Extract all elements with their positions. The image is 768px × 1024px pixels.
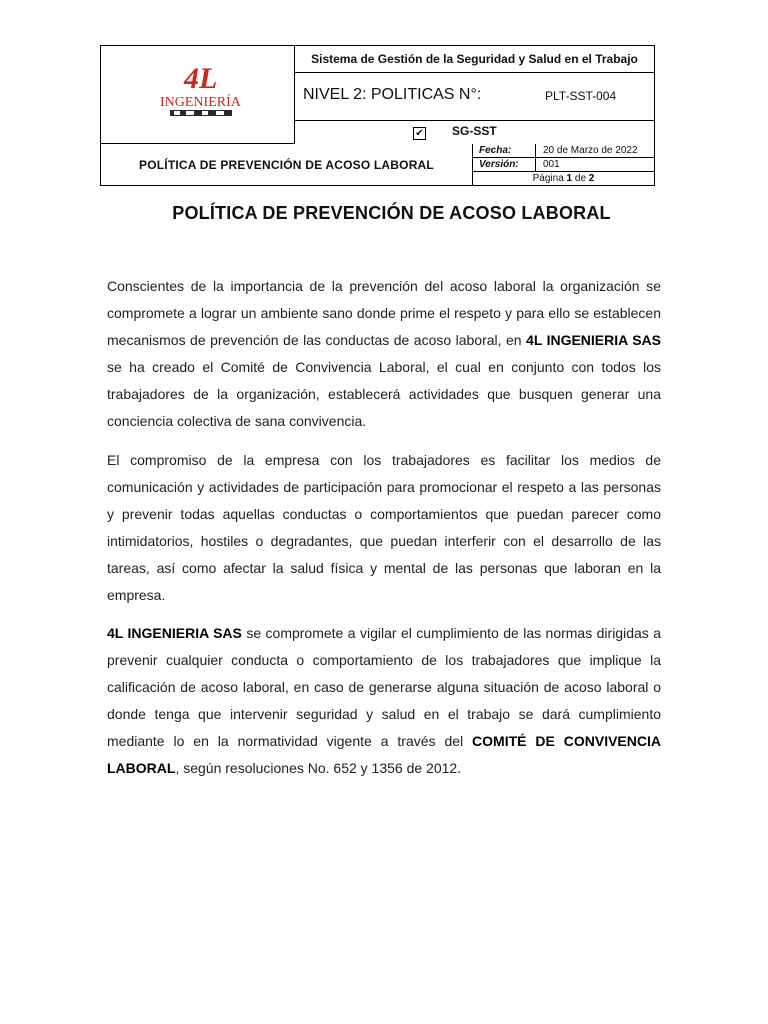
p3-text-b: , según resoluciones No. 652 y 1356 de 2012. bbox=[175, 760, 462, 776]
paragraph-2: El compromiso de la empresa con los trabajadores es facilitar los medios de comunicación y actividades de participación para promocionar el respeto a las personas y prevenir todas aquellas conductas o comportamientos que puedan parecer como intimidatorios, hostiles o degradantes, que puedan interferir con el desarrollo de las tareas, así como afectar la salud física y mental de las personas que laboran en la empresa. bbox=[107, 452, 661, 603]
page-middle: de bbox=[572, 173, 589, 184]
fecha-key: Fecha: bbox=[479, 145, 512, 156]
p1-text-b: se ha creado el Comité de Convivencia Laboral, el cual en conjunto con todos los trabajadores de la organización, establecerá actividades que busquen generar una conciencia colectiva de sana convivencia. bbox=[107, 359, 661, 429]
sgsst-checkbox[interactable]: ✔ bbox=[413, 127, 426, 140]
company-logo-icon bbox=[156, 56, 246, 128]
page-title: POLÍTICA DE PREVENCIÓN DE ACOSO LABORAL bbox=[172, 203, 611, 223]
sgsst-label: SG-SST bbox=[452, 124, 497, 138]
nivel-row bbox=[295, 73, 654, 121]
version-key: Versión: bbox=[479, 159, 519, 170]
policy-code: PLT-SST-004 bbox=[545, 89, 617, 103]
fecha-row bbox=[473, 144, 654, 158]
fecha-value: 20 de Marzo de 2022 bbox=[543, 145, 638, 156]
p3-company: 4L INGENIERIA SAS bbox=[107, 625, 242, 641]
nivel-label: NIVEL 2: POLITICAS N°: bbox=[303, 86, 482, 103]
version-row bbox=[473, 158, 654, 172]
p1-company: 4L INGENIERIA SAS bbox=[526, 332, 661, 348]
header-doc-title: POLÍTICA DE PREVENCIÓN DE ACOSO LABORAL bbox=[101, 144, 473, 186]
version-value: 001 bbox=[543, 159, 560, 170]
page-prefix: Página bbox=[532, 173, 567, 184]
sgsst-row bbox=[295, 121, 654, 144]
logo-cell bbox=[101, 46, 295, 144]
p3-text-a: se compromete a vigilar el cumplimiento de las normas dirigidas a prevenir cualquier conducta o comportamiento de los trabajadores que implique la calificación de acoso laboral, en caso de generarse alguna situación de acoso laboral o donde tenga que intervenir seguridad y salud en el trabajo se dará cumplimiento mediante lo en la normatividad vigente a través del bbox=[107, 625, 661, 749]
page-current: 1 bbox=[566, 173, 573, 184]
system-title: Sistema de Gestión de la Seguridad y Salud en el Trabajo bbox=[295, 46, 654, 73]
paragraph-1 bbox=[107, 273, 661, 435]
logo-mark: 4L bbox=[184, 62, 218, 95]
page-indicator bbox=[473, 172, 654, 186]
page-total: 2 bbox=[588, 173, 595, 184]
paragraph-3 bbox=[107, 620, 661, 782]
document-header bbox=[100, 45, 655, 186]
p3-committee: COMITÉ DE CONVIVENCIA LABORAL bbox=[107, 733, 661, 776]
logo-text: INGENIERÍA bbox=[160, 95, 241, 110]
p1-text-a: Conscientes de la importancia de la prevención del acoso laboral la organización se compromete a lograr un ambiente sano donde prime el respeto y para ello se establecen mecanismos de prevención de las conductas de acoso laboral, en bbox=[107, 278, 661, 348]
